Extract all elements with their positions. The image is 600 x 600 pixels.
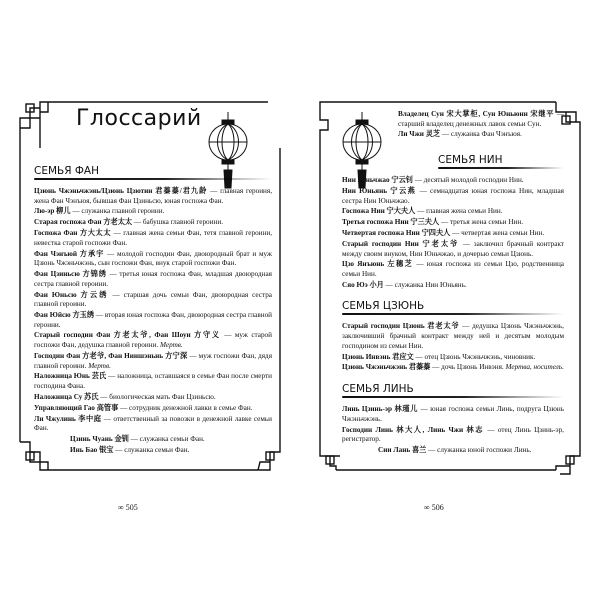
glossary-description: — юная госпожа семьи Линь, подруга Цзюнь Чжэньчжэнь. [342,405,564,423]
glossary-term: Линь Цзинь-эр 林瑾儿 [342,405,419,414]
glossary-description: — главная жена семьи Фан, тетя главной героини, невестка старой госпожи Фан. [34,229,273,247]
glossary-term: Фан Цзиньсю 方锦绣 [34,270,107,279]
glossary-description: — муж госпожи Фан, дядя главной героини. [34,351,273,370]
glossary-description: — дедушка Цзюнь Чжэньчжэнь, заключивший брачный контракт между ней и десятым молодым господином из семьи Нин. [342,322,564,350]
section-heading-nin: СЕМЬЯ НИН [342,154,564,171]
glossary-entry [34,393,272,403]
glossary-description: — дочь Цзюнь Инвэня. [430,363,506,372]
glossary-list-lin [342,405,564,456]
glossary-description: — служанка семьи Фан. [128,435,205,443]
glossary-entry [342,260,564,279]
glossary-description: — отец Цзюнь Чжэньчжэнь, чиновник. [413,352,536,361]
glossary-description: — заключил брачный контракт между своим внуком, Нин Юньчжао, и дочерью семьи Цзюнь. [342,239,564,258]
glossary-term: Цзо Янъюнь 左穗芝 [342,260,414,269]
glossary-description: — вторая юная госпожа Фан, двоюродная сестра главной героини. [34,311,273,329]
glossary-entry [342,187,564,206]
glossary-description: — третья жена семьи Нин. [439,218,524,227]
glossary-description: — главная жена семьи Нин. [415,207,503,216]
glossary-entry [34,311,272,330]
glossary-term: Фан Юньсю 方云绣 [34,290,109,299]
glossary-description: — старший владелец денежных лавок семьи Сун. [398,110,565,128]
glossary-term: Третья госпожа Нин 宁三夫人 [342,218,440,227]
page-ornament-icon: ∞ [118,502,124,512]
right-column [342,110,564,466]
glossary-note: Мертва, носитель. [505,363,564,372]
glossary-description: — семнадцатая юная госпожа Нин, младшая сестра Нин Юньчжао. [342,186,564,205]
glossary-description: — наложница, оставшаяся в семье Фан после смерти господина Фана. [34,372,272,391]
glossary-term: Нин Юньянь 宁云燕 [342,186,417,195]
glossary-description: — сотрудник денежной лавки в семье Фан. [118,403,253,412]
glossary-term: Старый господин Фан 方老太爷, Фан Шоуи 方守义 [34,331,221,340]
glossary-entry [34,218,272,228]
glossary-term: Ли Чжулинь 李中庭 [34,414,102,423]
glossary-description: — биологическая мать Фан Цзиньсю. [98,392,216,401]
glossary-term: Цзюнь Чжэньчжэнь/Цзюнь Цзютин 君蓁蓁/君九龄 [34,187,208,195]
glossary-entry [342,446,564,456]
glossary-entry [34,404,272,414]
glossary-description: — служанка Нин Юньянь. [383,280,467,289]
page-number-right: ∞ 506 [424,502,444,512]
glossary-entry [342,281,564,291]
glossary-list-fan [34,187,272,455]
glossary-list-jun [342,322,564,373]
section-heading-lin: СЕМЬЯ ЛИНЬ [342,383,564,400]
glossary-entry [398,110,564,129]
glossary-term: Цзюнь Чжэньчжэнь 君蓁蓁 [342,363,431,372]
glossary-term: Нин Юньчжао 宁云钊 [342,176,413,185]
glossary-description: — служанка главной героини. [70,207,165,216]
glossary-list-nin [342,176,564,290]
glossary-term: Наложница Юнь 芸氏 [34,372,107,381]
glossary-entry [34,291,272,310]
glossary-entry [342,322,564,351]
glossary-description: — отец Линь Цзинь-эр, регистратор. [342,425,564,444]
glossary-term: Инь Бао 银宝 [70,445,114,454]
glossary-note: Мертв. [160,341,183,350]
glossary-entry [342,207,564,217]
glossary-term: Старый господин Нин 宁老太爷 [342,239,460,248]
glossary-entry [34,415,272,434]
glossary-description: — главная героиня, жена Фан Чэнъюя, бывшая Фан Цзиньсю, юная госпожа Фан. [34,187,273,205]
glossary-term: Сии Лань 喜兰 [378,445,427,454]
glossary-entry [342,353,564,363]
section-heading-fan: СЕМЬЯ ФАН [34,165,272,182]
glossary-term: Фан Чэнъюй 方承宇 [34,249,105,258]
glossary-entry [34,352,272,371]
glossary-term: Лю-эр 柳儿 [34,207,71,216]
glossary-term: Господин Фан 方老爷, Фан Ниншэньнь 方宁深 [34,351,188,360]
right-page [300,0,600,600]
glossary-description: — десятый молодой господин Нин. [412,176,524,185]
glossary-term: Ли Чжи 灵芝 [398,130,441,139]
brush-underline [34,178,272,180]
glossary-term: Цзинь Чуань 金钏 [70,435,129,443]
glossary-description: — третья юная госпожа Фан, младшая двоюродная сестра главной героини. [34,270,272,288]
glossary-description: — ответственный за повозки в денежной лавке семьи Фан. [34,414,272,433]
page-number-left: ∞ 505 [118,502,138,512]
glossary-entry [342,176,564,186]
left-column [34,165,272,465]
glossary-term: Наложница Су 苏氏 [34,392,99,401]
glossary-entry [34,435,272,445]
page-title: Глоссарий [76,106,202,131]
glossary-term: Цзюнь Инвэнь 君应文 [342,352,414,361]
glossary-description: — служанка Фан Чэнъюя. [440,130,522,139]
glossary-entry [342,240,564,259]
brush-underline [342,313,564,315]
glossary-term: Сяо Юэ 小月 [342,280,384,289]
glossary-description: — старшая дочь семьи Фан, двоюродная сестра главной героини. [34,290,272,309]
glossary-entry [342,229,564,239]
glossary-entry [342,426,564,445]
glossary-description: — четвертая жена семьи Нин. [450,229,545,238]
glossary-term: Госпожа Нин 宁大夫人 [342,207,416,216]
glossary-entry [34,229,272,248]
glossary-entry [342,218,564,228]
glossary-entry [34,207,272,217]
glossary-entry [34,270,272,289]
glossary-description: — бабушка главной героини. [132,218,223,227]
glossary-entry [34,187,272,206]
glossary-term: Старая госпожа Фан 方老太太 [34,218,133,227]
glossary-term: Владелец Сун 宋大掌柜, Сун Юньюнн 宋继平 [398,110,555,118]
glossary-term: Четвертая госпожа Нин 宁四夫人 [342,229,451,238]
glossary-term: Старый господин Цзюнь 君老太爷 [342,322,460,331]
brush-underline [438,167,564,169]
glossary-description: — молодой господин Фан, двоюродный брат и муж Цзюнь Чжэньчжэнь, сын госпожи Фан, внук старой госпожи Фан. [34,249,272,268]
brush-underline [342,396,564,398]
glossary-entry [34,250,272,269]
section-heading-jun: СЕМЬЯ ЦЗЮНЬ [342,300,564,317]
glossary-description: — юная госпожа из семьи Цзо, родственница семьи Нин. [342,260,564,278]
glossary-entry [34,331,272,350]
glossary-term: Господин Линь 林大人, Линь Чжи 林志 [342,425,484,434]
glossary-term: Фан Юйсю 方玉绣 [34,311,95,319]
page-ornament-icon: ∞ [424,502,430,512]
glossary-entry [342,363,564,373]
glossary-entry [398,130,564,140]
glossary-description: — служанка юной госпожи Линь. [426,445,532,454]
glossary-entry [34,372,272,391]
glossary-note: Мертв. [88,361,111,370]
glossary-list-top [342,110,564,140]
glossary-entry [342,405,564,424]
glossary-description: — муж старой госпожи Фан, дедушка главной героини. [34,331,272,350]
glossary-term: Госпожа Фан 方大太太 [34,229,112,238]
glossary-entry [34,446,272,456]
glossary-description: — служанка семьи Фан. [113,445,190,454]
glossary-term: Управляющий Гао 高管事 [34,403,119,412]
